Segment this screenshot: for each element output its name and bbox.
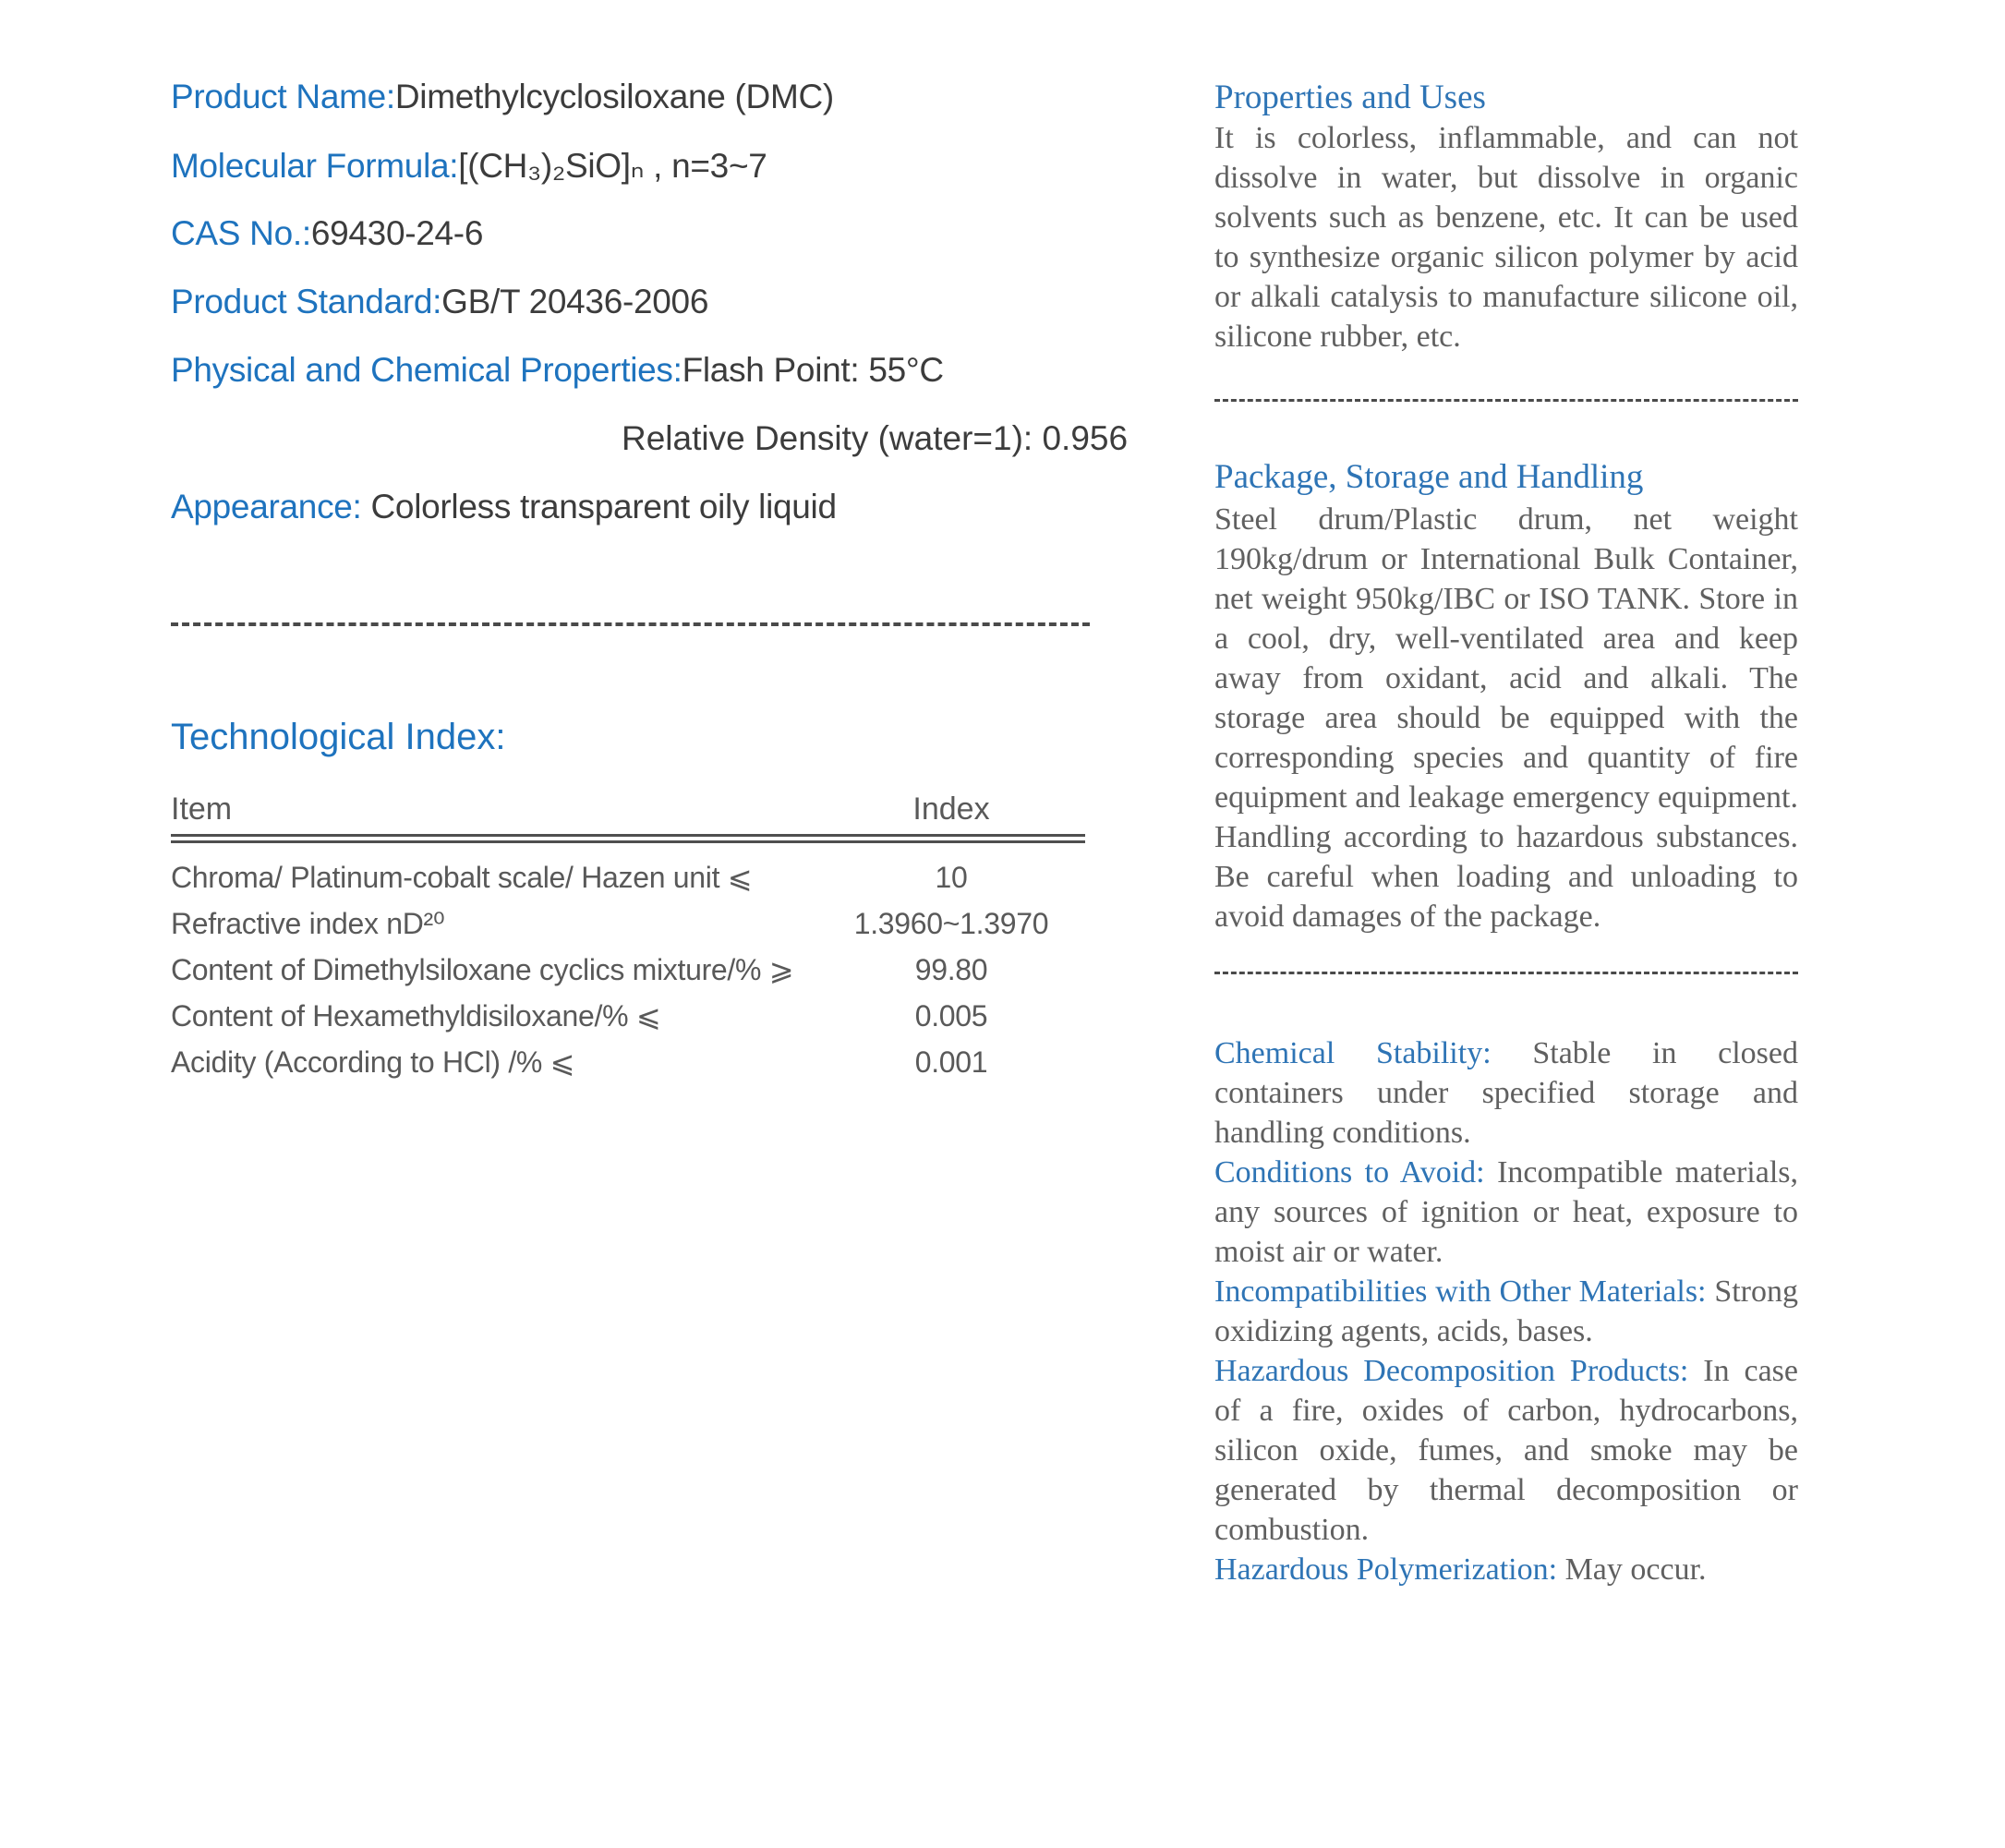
row-index-value: 1.3960~1.3970 [853, 906, 1049, 940]
field-value: Dimethylcyclosiloxane (DMC) [394, 78, 834, 115]
field-label: CAS No.: [171, 214, 311, 252]
field-label: Molecular Formula: [171, 147, 459, 185]
safety-text: In case of a fire, oxides of carbon, hydrocarbons, silicon oxide, fumes, and smoke may be generated by thermal decomposition or combustion. [1214, 1354, 1798, 1547]
section-package-storage-handling [1214, 457, 1798, 936]
field-label: Product Standard: [171, 283, 442, 320]
column-header-index: Index [912, 791, 990, 827]
section-title: Package, Storage and Handling [1214, 458, 1644, 496]
field-label: Product Name: [171, 78, 395, 115]
safety-item-hazardous-polymerization [1214, 1550, 1798, 1589]
row-index-value: 10 [935, 860, 968, 894]
field-appearance [171, 488, 1094, 556]
safety-label: Hazardous Decomposition Products: [1214, 1354, 1689, 1388]
table-header-row [171, 791, 1085, 834]
row-item-label: Chroma/ Platinum-cobalt scale/ Hazen unit ⩽ [171, 861, 753, 894]
table-double-rule [171, 834, 1085, 843]
table-row [171, 854, 1085, 900]
left-dashed-divider [171, 622, 1090, 626]
tech-index-title: Technological Index: [171, 717, 506, 757]
field-product-name [171, 78, 1094, 146]
left-column [171, 78, 1129, 1085]
right-dashed-divider-2 [1214, 972, 1798, 974]
section-body: Steel drum/Plastic drum, net weight 190kg/drum or International Bulk Container, net weight 950kg/IBC or ISO TANK. Store in a cool, dry, well-ventilated area and keep away from oxidant, acid and alkali. The storage area should be equipped with the corresponding species and quantity of fire equipment and leakage emergency equipment. Handling according to hazardous substances. Be careful when loading and unloading to avoid damages of the package. [1214, 502, 1798, 934]
section-title: Properties and Uses [1214, 79, 1486, 116]
table-row [171, 1039, 1085, 1085]
safety-item-conditions-to-avoid [1214, 1153, 1798, 1272]
field-molecular-formula [171, 146, 1094, 214]
row-index-value: 99.80 [914, 952, 988, 986]
row-item-label: Content of Dimethylsiloxane cyclics mixture/% ⩾ [171, 953, 794, 986]
tech-index-table [171, 791, 1085, 1085]
section-properties-and-uses [1214, 78, 1798, 356]
field-product-standard [171, 283, 1094, 351]
safety-item-hazardous-decomposition [1214, 1351, 1798, 1550]
table-row [171, 900, 1085, 947]
safety-label: Incompatibilities with Other Materials: [1214, 1274, 1707, 1309]
safety-text: Strong oxidizing agents, acids, bases. [1214, 1274, 1798, 1348]
safety-label: Conditions to Avoid: [1214, 1155, 1485, 1190]
row-item-label: Acidity (According to HCl) /% ⩽ [171, 1045, 575, 1079]
field-value: 69430-24-6 [310, 214, 484, 252]
field-label: Physical and Chemical Properties: [171, 351, 682, 389]
right-column [1214, 78, 1798, 1589]
field-relative-density: Relative Density (water=1): 0.956 [622, 419, 1129, 457]
safety-text: Incompatible materials, any sources of ignition or heat, exposure to moist air or water. [1214, 1155, 1798, 1269]
table-row [171, 993, 1085, 1039]
safety-item-chemical-stability [1214, 1033, 1798, 1153]
field-value: Colorless transparent oily liquid [361, 488, 837, 525]
safety-section [1214, 1033, 1798, 1589]
field-value: GB/T 20436-2006 [441, 283, 709, 320]
safety-label: Chemical Stability: [1214, 1036, 1492, 1070]
safety-item-incompatibilities [1214, 1272, 1798, 1351]
row-item-label: Content of Hexamethyldisiloxane/% ⩽ [171, 999, 661, 1033]
row-index-value: 0.005 [914, 998, 988, 1033]
right-dashed-divider-1 [1214, 399, 1798, 402]
safety-text: Stable in closed containers under specified storage and handling conditions. [1214, 1036, 1798, 1150]
field-value: Flash Point: 55°C [682, 351, 944, 389]
row-item-label: Refractive index nD²⁰ [171, 907, 445, 940]
field-value: [(CH₃)₂SiO]ₙ , n=3~7 [458, 147, 767, 185]
field-label: Appearance: [171, 488, 362, 525]
row-index-value: 0.001 [914, 1045, 988, 1079]
table-row [171, 947, 1085, 993]
safety-label: Hazardous Polymerization: [1214, 1552, 1558, 1587]
field-physical-chemical [171, 351, 1094, 419]
safety-text: May occur. [1557, 1552, 1707, 1587]
column-header-item: Item [171, 791, 233, 827]
field-cas-no [171, 214, 1094, 283]
section-body: It is colorless, inflammable, and can not dissolve in water, but dissolve in organic solvents such as benzene, etc. It can be used to synthesize organic silicon polymer by acid or alkali catalysis to manufacture silicone oil, silicone rubber, etc. [1214, 121, 1798, 354]
